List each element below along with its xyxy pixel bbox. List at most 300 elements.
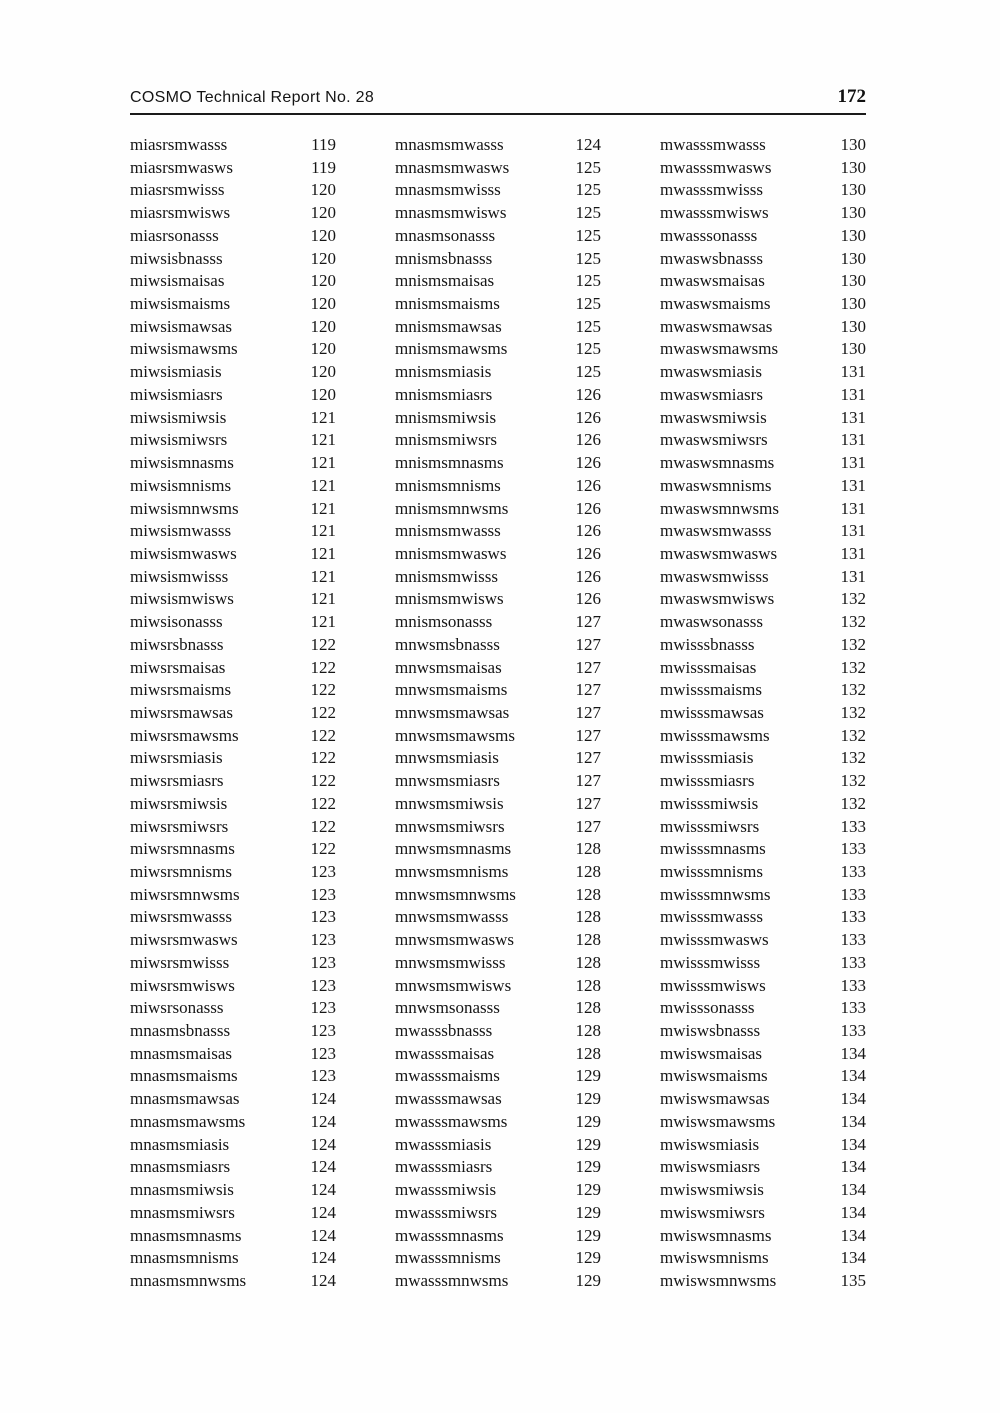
- entry-page-number: 133: [840, 930, 866, 950]
- entry-page-number: 124: [575, 135, 601, 154]
- entry-name: miwsrsmnasms: [130, 839, 235, 859]
- entry-name: mnwsmsmiasis: [395, 748, 499, 768]
- index-entry: [130, 1043, 336, 1066]
- entry-page-number: 135: [840, 1270, 866, 1290]
- index-entry: [130, 338, 336, 361]
- index-entry: [395, 1225, 601, 1248]
- entry-name: miwsrsmwasws: [130, 930, 238, 950]
- entry-name: mnasmsmiwsis: [130, 1180, 234, 1200]
- entry-name: miwsrsmnwsms: [130, 884, 240, 904]
- entry-name: mnasmsmawsms: [130, 1111, 246, 1131]
- entry-name: miwsrsmiasis: [130, 748, 223, 768]
- entry-name: mnismsmaisas: [395, 271, 495, 291]
- index-entry: [130, 1134, 336, 1157]
- index-entry: [660, 1202, 866, 1225]
- entry-name: miwsismiasis: [130, 362, 222, 382]
- entry-name: mnasmsmiwsrs: [130, 1202, 235, 1222]
- entry-page-number: 132: [840, 771, 866, 791]
- entry-name: miwsrsmaisas: [130, 657, 226, 677]
- index-entry: [395, 1247, 601, 1270]
- index-entry: [660, 1179, 866, 1202]
- index-column-2: [395, 134, 601, 1293]
- index-entry: [660, 1065, 866, 1088]
- entry-name: miwsismaisms: [130, 294, 231, 314]
- index-entry: [660, 1134, 866, 1157]
- entry-page-number: 124: [310, 1202, 336, 1222]
- index-entry: [395, 657, 601, 680]
- index-entry: [130, 1156, 336, 1179]
- entry-name: mwaswsmiwsrs: [660, 430, 768, 450]
- index-entry: [395, 475, 601, 498]
- entry-page-number: 126: [575, 589, 601, 609]
- index-entry: [130, 543, 336, 566]
- entry-name: mwisssmnisms: [660, 862, 763, 881]
- entry-page-number: 121: [310, 543, 336, 563]
- entry-page-number: 127: [575, 771, 601, 791]
- entry-page-number: 124: [310, 1111, 336, 1131]
- entry-name: mwasssmnwsms: [395, 1270, 509, 1290]
- index-entry: [660, 1088, 866, 1111]
- index-entry: [130, 316, 336, 339]
- entry-page-number: 133: [840, 998, 866, 1018]
- entry-name: mwaswsmwasws: [660, 543, 778, 563]
- entry-page-number: 132: [840, 634, 866, 654]
- index-entry: [130, 134, 336, 157]
- entry-name: mwaswsmnasms: [660, 453, 775, 473]
- entry-name: mwasssmnisms: [395, 1248, 501, 1268]
- entry-name: mwisssmwisws: [660, 975, 766, 995]
- entry-page-number: 134: [840, 1089, 866, 1109]
- entry-page-number: 134: [840, 1066, 866, 1086]
- index-entry: [130, 1179, 336, 1202]
- entry-name: mwasssmiwsrs: [395, 1202, 498, 1222]
- entry-page-number: 120: [310, 271, 336, 291]
- entry-page-number: 122: [310, 634, 336, 654]
- index-entry: [395, 202, 601, 225]
- entry-name: mnismsmiasrs: [395, 384, 493, 404]
- index-entry: [130, 1225, 336, 1248]
- entry-name: mnwsmsmwisws: [395, 975, 512, 995]
- entry-name: mwiswsmaisas: [660, 1043, 762, 1063]
- index-entry: [395, 1065, 601, 1088]
- index-entry: [395, 293, 601, 316]
- entry-name: mwasssmaisms: [395, 1066, 500, 1086]
- entry-name: mnwsmsmwisss: [395, 952, 506, 972]
- entry-page-number: 131: [840, 384, 866, 404]
- entry-name: mnwsmsmiwsis: [395, 793, 504, 813]
- entry-name: mnwsmsmiwsrs: [395, 816, 505, 836]
- index-entry: [130, 1065, 336, 1088]
- entry-page-number: 126: [575, 566, 601, 586]
- entry-name: mwiswsmiwsis: [660, 1180, 764, 1200]
- entry-page-number: 132: [840, 612, 866, 632]
- entry-name: mnismsmiwsrs: [395, 430, 498, 450]
- entry-page-number: 120: [310, 225, 336, 245]
- entry-page-number: 130: [840, 180, 866, 200]
- entry-name: mnwsmsmaisas: [395, 657, 502, 677]
- entry-page-number: 125: [575, 203, 601, 223]
- entry-page-number: 128: [575, 862, 601, 881]
- index-entry: [395, 384, 601, 407]
- entry-page-number: 129: [575, 1089, 601, 1109]
- entry-name: mwasssmwasss: [660, 135, 766, 154]
- index-entry: [660, 1270, 866, 1293]
- index-entry: [395, 679, 601, 702]
- entry-page-number: 132: [840, 589, 866, 609]
- entry-page-number: 122: [310, 680, 336, 700]
- entry-page-number: 133: [840, 862, 866, 881]
- index-entry: [130, 384, 336, 407]
- index-entry: [660, 1247, 866, 1270]
- entry-page-number: 126: [575, 475, 601, 495]
- entry-page-number: 123: [310, 907, 336, 927]
- entry-name: mnwsmsmawsas: [395, 702, 510, 722]
- entry-name: miwsisonasss: [130, 612, 223, 632]
- entry-page-number: 130: [840, 135, 866, 154]
- index-entry: [130, 793, 336, 816]
- entry-name: mnasmsmnwsms: [130, 1270, 247, 1290]
- entry-page-number: 128: [575, 975, 601, 995]
- index-entry: [130, 361, 336, 384]
- entry-page-number: 122: [310, 816, 336, 836]
- entry-page-number: 123: [310, 952, 336, 972]
- entry-name: mnwsmsmnwsms: [395, 884, 516, 904]
- index-entry: [130, 1202, 336, 1225]
- entry-page-number: 125: [575, 180, 601, 200]
- entry-name: miwsrsmwisws: [130, 975, 235, 995]
- entry-name: mnasmsmwasss: [395, 135, 504, 154]
- index-entry: [395, 1179, 601, 1202]
- entry-name: mwasssbnasss: [395, 1021, 493, 1041]
- index-entry: [130, 952, 336, 975]
- index-entry: [660, 838, 866, 861]
- entry-page-number: 134: [840, 1157, 866, 1177]
- index-entry: [130, 634, 336, 657]
- index-entry: [130, 407, 336, 430]
- index-entry: [130, 1247, 336, 1270]
- index-entry: [395, 1156, 601, 1179]
- entry-name: miwsrsmiwsrs: [130, 816, 229, 836]
- index-entry: [395, 520, 601, 543]
- index-entry: [395, 179, 601, 202]
- entry-page-number: 124: [310, 1157, 336, 1177]
- index-entry: [660, 884, 866, 907]
- entry-page-number: 125: [575, 248, 601, 268]
- entry-name: mwaswsmwisss: [660, 566, 769, 586]
- entry-name: mwaswsmnisms: [660, 475, 772, 495]
- entry-page-number: 131: [840, 362, 866, 382]
- entry-name: miwsismaisas: [130, 271, 225, 291]
- index-entry: [660, 929, 866, 952]
- entry-name: mwisssmwisss: [660, 952, 761, 972]
- index-entry: [395, 952, 601, 975]
- entry-page-number: 126: [575, 543, 601, 563]
- entry-name: mwisssonasss: [660, 998, 755, 1018]
- index-entry: [130, 452, 336, 475]
- entry-page-number: 131: [840, 498, 866, 518]
- entry-page-number: 123: [310, 1043, 336, 1063]
- index-entry: [395, 884, 601, 907]
- index-entry: [660, 725, 866, 748]
- entry-name: mwaswsmiwsis: [660, 407, 767, 427]
- entry-name: mwaswsmaisms: [660, 294, 771, 314]
- index-columns: [130, 134, 866, 1293]
- index-entry: [395, 543, 601, 566]
- entry-name: mwasssmnasms: [395, 1225, 504, 1245]
- entry-page-number: 123: [310, 1021, 336, 1041]
- entry-name: mwasssmaisas: [395, 1043, 495, 1063]
- entry-name: mwisssmwasss: [660, 907, 763, 927]
- index-entry: [130, 770, 336, 793]
- entry-page-number: 128: [575, 998, 601, 1018]
- entry-page-number: 134: [840, 1043, 866, 1063]
- entry-name: mnismsmnisms: [395, 475, 501, 495]
- index-entry: [660, 861, 866, 884]
- entry-page-number: 121: [310, 430, 336, 450]
- entry-page-number: 123: [310, 1066, 336, 1086]
- index-entry: [130, 566, 336, 589]
- index-entry: [130, 997, 336, 1020]
- entry-page-number: 124: [310, 1134, 336, 1154]
- entry-page-number: 127: [575, 748, 601, 768]
- entry-page-number: 132: [840, 725, 866, 745]
- index-entry: [660, 1111, 866, 1134]
- entry-page-number: 124: [310, 1248, 336, 1268]
- entry-page-number: 128: [575, 930, 601, 950]
- index-entry: [130, 611, 336, 634]
- index-entry: [395, 929, 601, 952]
- index-entry: [395, 1202, 601, 1225]
- entry-page-number: 133: [840, 839, 866, 859]
- index-entry: [130, 861, 336, 884]
- index-entry: [130, 747, 336, 770]
- entry-name: mwaswsmawsms: [660, 339, 779, 359]
- entry-name: miwsrsmiasrs: [130, 771, 224, 791]
- entry-page-number: 122: [310, 725, 336, 745]
- entry-page-number: 120: [310, 203, 336, 223]
- index-entry: [395, 316, 601, 339]
- index-entry: [130, 679, 336, 702]
- entry-page-number: 127: [575, 657, 601, 677]
- index-entry: [660, 1020, 866, 1043]
- entry-name: mnasmsmnasms: [130, 1225, 242, 1245]
- entry-name: mnismsbnasss: [395, 248, 493, 268]
- entry-name: mwisssmnwsms: [660, 884, 771, 904]
- index-entry: [395, 1270, 601, 1293]
- entry-page-number: 124: [310, 1089, 336, 1109]
- entry-name: mwasssmawsas: [395, 1089, 502, 1109]
- entry-name: mnwsmsmnisms: [395, 862, 509, 881]
- index-entry: [660, 1225, 866, 1248]
- index-entry: [395, 1088, 601, 1111]
- index-column-3: [660, 134, 866, 1293]
- index-entry: [660, 634, 866, 657]
- entry-name: miwsismawsas: [130, 316, 232, 336]
- index-entry: [660, 429, 866, 452]
- entry-page-number: 122: [310, 748, 336, 768]
- entry-page-number: 125: [575, 225, 601, 245]
- running-header-title: COSMO Technical Report No. 28: [130, 89, 375, 106]
- entry-page-number: 131: [840, 543, 866, 563]
- index-entry: [660, 361, 866, 384]
- entry-page-number: 127: [575, 816, 601, 836]
- index-entry: [660, 179, 866, 202]
- index-entry: [660, 248, 866, 271]
- entry-page-number: 125: [575, 362, 601, 382]
- entry-name: mnwsmsmaisms: [395, 680, 508, 700]
- entry-name: mwisssmaisas: [660, 657, 757, 677]
- entry-name: mnasmsbnasss: [130, 1021, 231, 1041]
- index-entry: [130, 906, 336, 929]
- entry-page-number: 129: [575, 1270, 601, 1290]
- entry-name: mwaswsmwisws: [660, 589, 775, 609]
- entry-name: miasrsmwisss: [130, 180, 225, 200]
- entry-page-number: 133: [840, 975, 866, 995]
- entry-name: mnismsmiasis: [395, 362, 492, 382]
- entry-page-number: 122: [310, 657, 336, 677]
- index-entry: [395, 248, 601, 271]
- index-entry: [660, 793, 866, 816]
- entry-page-number: 120: [310, 316, 336, 336]
- entry-name: mnasmsmiasrs: [130, 1157, 231, 1177]
- index-entry: [130, 225, 336, 248]
- entry-name: mwiswsmiasrs: [660, 1157, 761, 1177]
- entry-name: mnasmsmaisms: [130, 1066, 238, 1086]
- entry-page-number: 132: [840, 680, 866, 700]
- index-entry: [395, 725, 601, 748]
- entry-name: mwiswsmnisms: [660, 1248, 769, 1268]
- entry-page-number: 130: [840, 157, 866, 177]
- entry-name: mwiswsmnasms: [660, 1225, 772, 1245]
- entry-name: mnasmsmwisws: [395, 203, 507, 223]
- index-entry: [660, 520, 866, 543]
- entry-name: miwsismiwsis: [130, 407, 227, 427]
- entry-name: mwisssmwasws: [660, 930, 769, 950]
- entry-page-number: 120: [310, 294, 336, 314]
- entry-page-number: 120: [310, 339, 336, 359]
- index-entry: [395, 747, 601, 770]
- entry-page-number: 123: [310, 862, 336, 881]
- index-entry: [395, 588, 601, 611]
- entry-page-number: 127: [575, 680, 601, 700]
- entry-page-number: 125: [575, 316, 601, 336]
- entry-page-number: 130: [840, 225, 866, 245]
- entry-name: mwaswsonasss: [660, 612, 763, 632]
- entry-name: mwisssmiwsrs: [660, 816, 760, 836]
- entry-name: mnismsmwisss: [395, 566, 498, 586]
- entry-name: mwiswsmawsas: [660, 1089, 770, 1109]
- entry-page-number: 123: [310, 884, 336, 904]
- index-entry: [395, 407, 601, 430]
- entry-name: mwiswsmiasis: [660, 1134, 760, 1154]
- entry-page-number: 123: [310, 975, 336, 995]
- entry-page-number: 128: [575, 839, 601, 859]
- entry-page-number: 125: [575, 294, 601, 314]
- entry-page-number: 134: [840, 1111, 866, 1131]
- entry-name: mwaswsmnwsms: [660, 498, 780, 518]
- index-entry: [660, 975, 866, 998]
- entry-page-number: 134: [840, 1180, 866, 1200]
- entry-name: mwasssmiasis: [395, 1134, 492, 1154]
- entry-page-number: 120: [310, 384, 336, 404]
- index-entry: [130, 816, 336, 839]
- entry-page-number: 129: [575, 1134, 601, 1154]
- entry-name: mwaswsmaisas: [660, 271, 765, 291]
- index-entry: [395, 498, 601, 521]
- entry-name: mnwsmsmiasrs: [395, 771, 500, 791]
- entry-page-number: 130: [840, 339, 866, 359]
- index-column-1: [130, 134, 336, 1293]
- entry-name: mwasssmwisws: [660, 203, 769, 223]
- entry-page-number: 119: [311, 157, 336, 177]
- index-entry: [660, 679, 866, 702]
- index-entry: [660, 498, 866, 521]
- index-entry: [130, 975, 336, 998]
- index-entry: [660, 157, 866, 180]
- entry-name: miwsrsbnasss: [130, 634, 224, 654]
- entry-page-number: 124: [310, 1270, 336, 1290]
- entry-page-number: 123: [310, 998, 336, 1018]
- entry-name: mnwsmsmwasss: [395, 907, 509, 927]
- index-entry: [660, 566, 866, 589]
- index-entry: [130, 1088, 336, 1111]
- page-header: [130, 86, 866, 115]
- index-entry: [660, 475, 866, 498]
- index-entry: [130, 157, 336, 180]
- entry-page-number: 121: [310, 453, 336, 473]
- entry-page-number: 122: [310, 771, 336, 791]
- index-entry: [660, 906, 866, 929]
- entry-name: mnwsmsbnasss: [395, 634, 500, 654]
- index-entry: [395, 1134, 601, 1157]
- entry-name: mnwsmsmwasws: [395, 930, 515, 950]
- entry-name: mnwsmsmawsms: [395, 725, 515, 745]
- entry-name: mnasmsmaisas: [130, 1043, 232, 1063]
- entry-page-number: 128: [575, 952, 601, 972]
- entry-name: mnasmsmwasws: [395, 157, 510, 177]
- entry-name: mwasssmwasws: [660, 157, 772, 177]
- entry-page-number: 131: [840, 407, 866, 427]
- index-entry: [660, 1156, 866, 1179]
- entry-page-number: 130: [840, 316, 866, 336]
- index-entry: [130, 1270, 336, 1293]
- index-entry: [660, 338, 866, 361]
- index-entry: [660, 1043, 866, 1066]
- index-entry: [660, 816, 866, 839]
- entry-page-number: 122: [310, 702, 336, 722]
- index-entry: [660, 657, 866, 680]
- entry-page-number: 128: [575, 907, 601, 927]
- entry-page-number: 121: [310, 612, 336, 632]
- entry-page-number: 134: [840, 1202, 866, 1222]
- index-entry: [660, 293, 866, 316]
- entry-name: mwiswsmnwsms: [660, 1270, 777, 1290]
- entry-name: mnismsmnwsms: [395, 498, 509, 518]
- entry-page-number: 132: [840, 748, 866, 768]
- index-entry: [130, 1111, 336, 1134]
- entry-name: miwsrsmawsas: [130, 702, 233, 722]
- entry-page-number: 130: [840, 248, 866, 268]
- entry-page-number: 130: [840, 294, 866, 314]
- entry-name: miwsrsmawsms: [130, 725, 239, 745]
- entry-page-number: 131: [840, 430, 866, 450]
- entry-name: miwsismnisms: [130, 475, 232, 495]
- index-entry: [130, 293, 336, 316]
- entry-name: mwisssmiwsis: [660, 793, 759, 813]
- entry-page-number: 123: [310, 930, 336, 950]
- index-entry: [395, 611, 601, 634]
- entry-page-number: 121: [310, 566, 336, 586]
